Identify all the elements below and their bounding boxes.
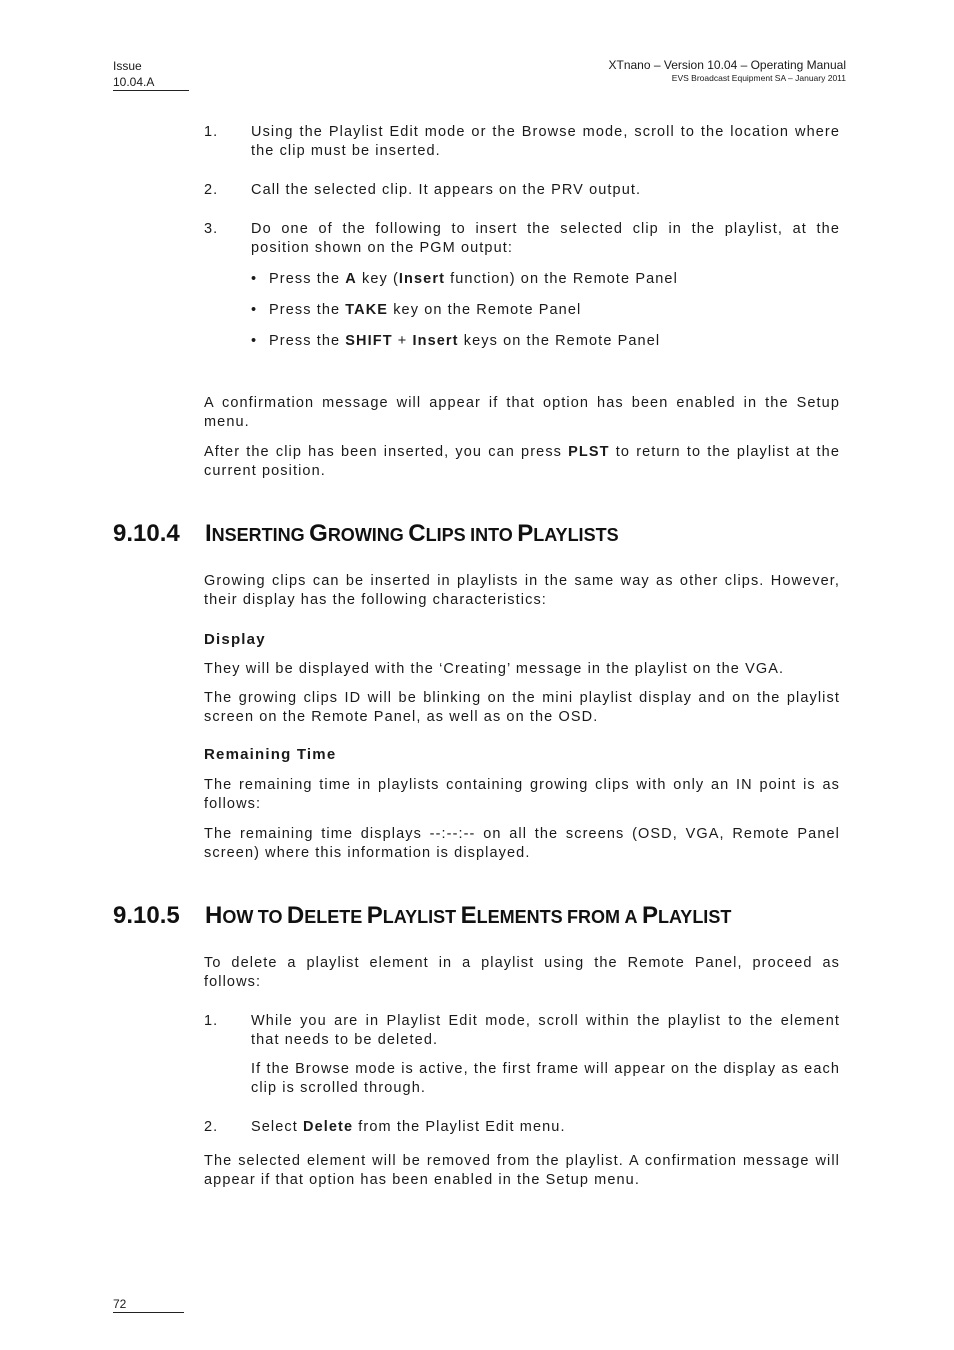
step-number: 2. bbox=[204, 1119, 219, 1135]
section-intro: Growing clips can be inserted in playlists in the same way as other clips. However, their display has the following characteristics: bbox=[204, 573, 840, 608]
header-title-block bbox=[609, 58, 847, 84]
step-number: 1. bbox=[204, 1013, 219, 1029]
issue-number: 10.04.A bbox=[113, 75, 155, 89]
section-title: HOW TO DELETE PLAYLIST ELEMENTS FROM A PLAYLIST bbox=[205, 902, 732, 929]
step-text: Select Delete from the Playlist Edit menu. bbox=[251, 1119, 566, 1135]
header-issue bbox=[113, 58, 189, 91]
bullet-icon: • bbox=[251, 271, 258, 287]
bullet-item: • Press the SHIFT + Insert keys on the Remote Panel bbox=[251, 333, 661, 349]
manual-title: XTnano – Version 10.04 – Operating Manual bbox=[608, 58, 846, 72]
step-text: Call the selected clip. It appears on the PRV output. bbox=[251, 182, 642, 198]
section-title: INSERTING GROWING CLIPS INTO PLAYLISTS bbox=[205, 520, 619, 547]
step-number: 3. bbox=[204, 221, 219, 237]
closing-paragraph: The selected element will be removed from the playlist. A confirmation message will appear if that option has been enabled in the Setup menu. bbox=[204, 1153, 840, 1188]
step-text: Using the Playlist Edit mode or the Browse mode, scroll to the location where the clip must be inserted. bbox=[251, 124, 840, 159]
section-heading-9-10-5 bbox=[113, 902, 731, 930]
step-note: If the Browse mode is active, the first frame will appear on the display as each clip is scrolled through. bbox=[251, 1061, 840, 1096]
step-text: While you are in Playlist Edit mode, scroll within the playlist to the element that needs to be deleted. bbox=[251, 1013, 840, 1048]
remaining-paragraph: The remaining time in playlists containing growing clips with only an IN point is as follows: bbox=[204, 777, 840, 812]
company-date: EVS Broadcast Equipment SA – January 2011 bbox=[671, 73, 846, 83]
display-heading: Display bbox=[204, 631, 266, 648]
section-heading-9-10-4 bbox=[113, 520, 619, 548]
confirmation-paragraph: A confirmation message will appear if that option has been enabled in the Setup menu. bbox=[204, 395, 840, 430]
display-paragraph: The growing clips ID will be blinking on the mini playlist display and on the playlist screen on the Remote Panel, as well as on the OSD. bbox=[204, 690, 840, 725]
step-text: Do one of the following to insert the selected clip in the playlist, at the position shown on the PGM output: bbox=[251, 221, 840, 256]
page-number: 72 bbox=[113, 1296, 184, 1313]
step-number: 2. bbox=[204, 182, 219, 198]
remaining-time-heading: Remaining Time bbox=[204, 746, 337, 763]
section-number: 9.10.4 bbox=[113, 520, 180, 547]
bullet-item: • Press the A key (Insert function) on the Remote Panel bbox=[251, 271, 678, 287]
remaining-paragraph: The remaining time displays --:--:-- on all the screens (OSD, VGA, Remote Panel screen) where this information is displayed. bbox=[204, 826, 840, 861]
bullet-item: • Press the TAKE key on the Remote Panel bbox=[251, 302, 582, 318]
step-number: 1. bbox=[204, 124, 219, 140]
after-insert-paragraph: After the clip has been inserted, you can press PLST to return to the playlist at the current position. bbox=[204, 444, 840, 479]
section-intro: To delete a playlist element in a playlist using the Remote Panel, proceed as follows: bbox=[204, 955, 840, 990]
section-number: 9.10.5 bbox=[113, 902, 180, 929]
issue-label: Issue bbox=[113, 59, 142, 73]
bullet-icon: • bbox=[251, 333, 258, 349]
bullet-icon: • bbox=[251, 302, 258, 318]
display-paragraph: They will be displayed with the ‘Creating’ message in the playlist on the VGA. bbox=[204, 661, 785, 677]
